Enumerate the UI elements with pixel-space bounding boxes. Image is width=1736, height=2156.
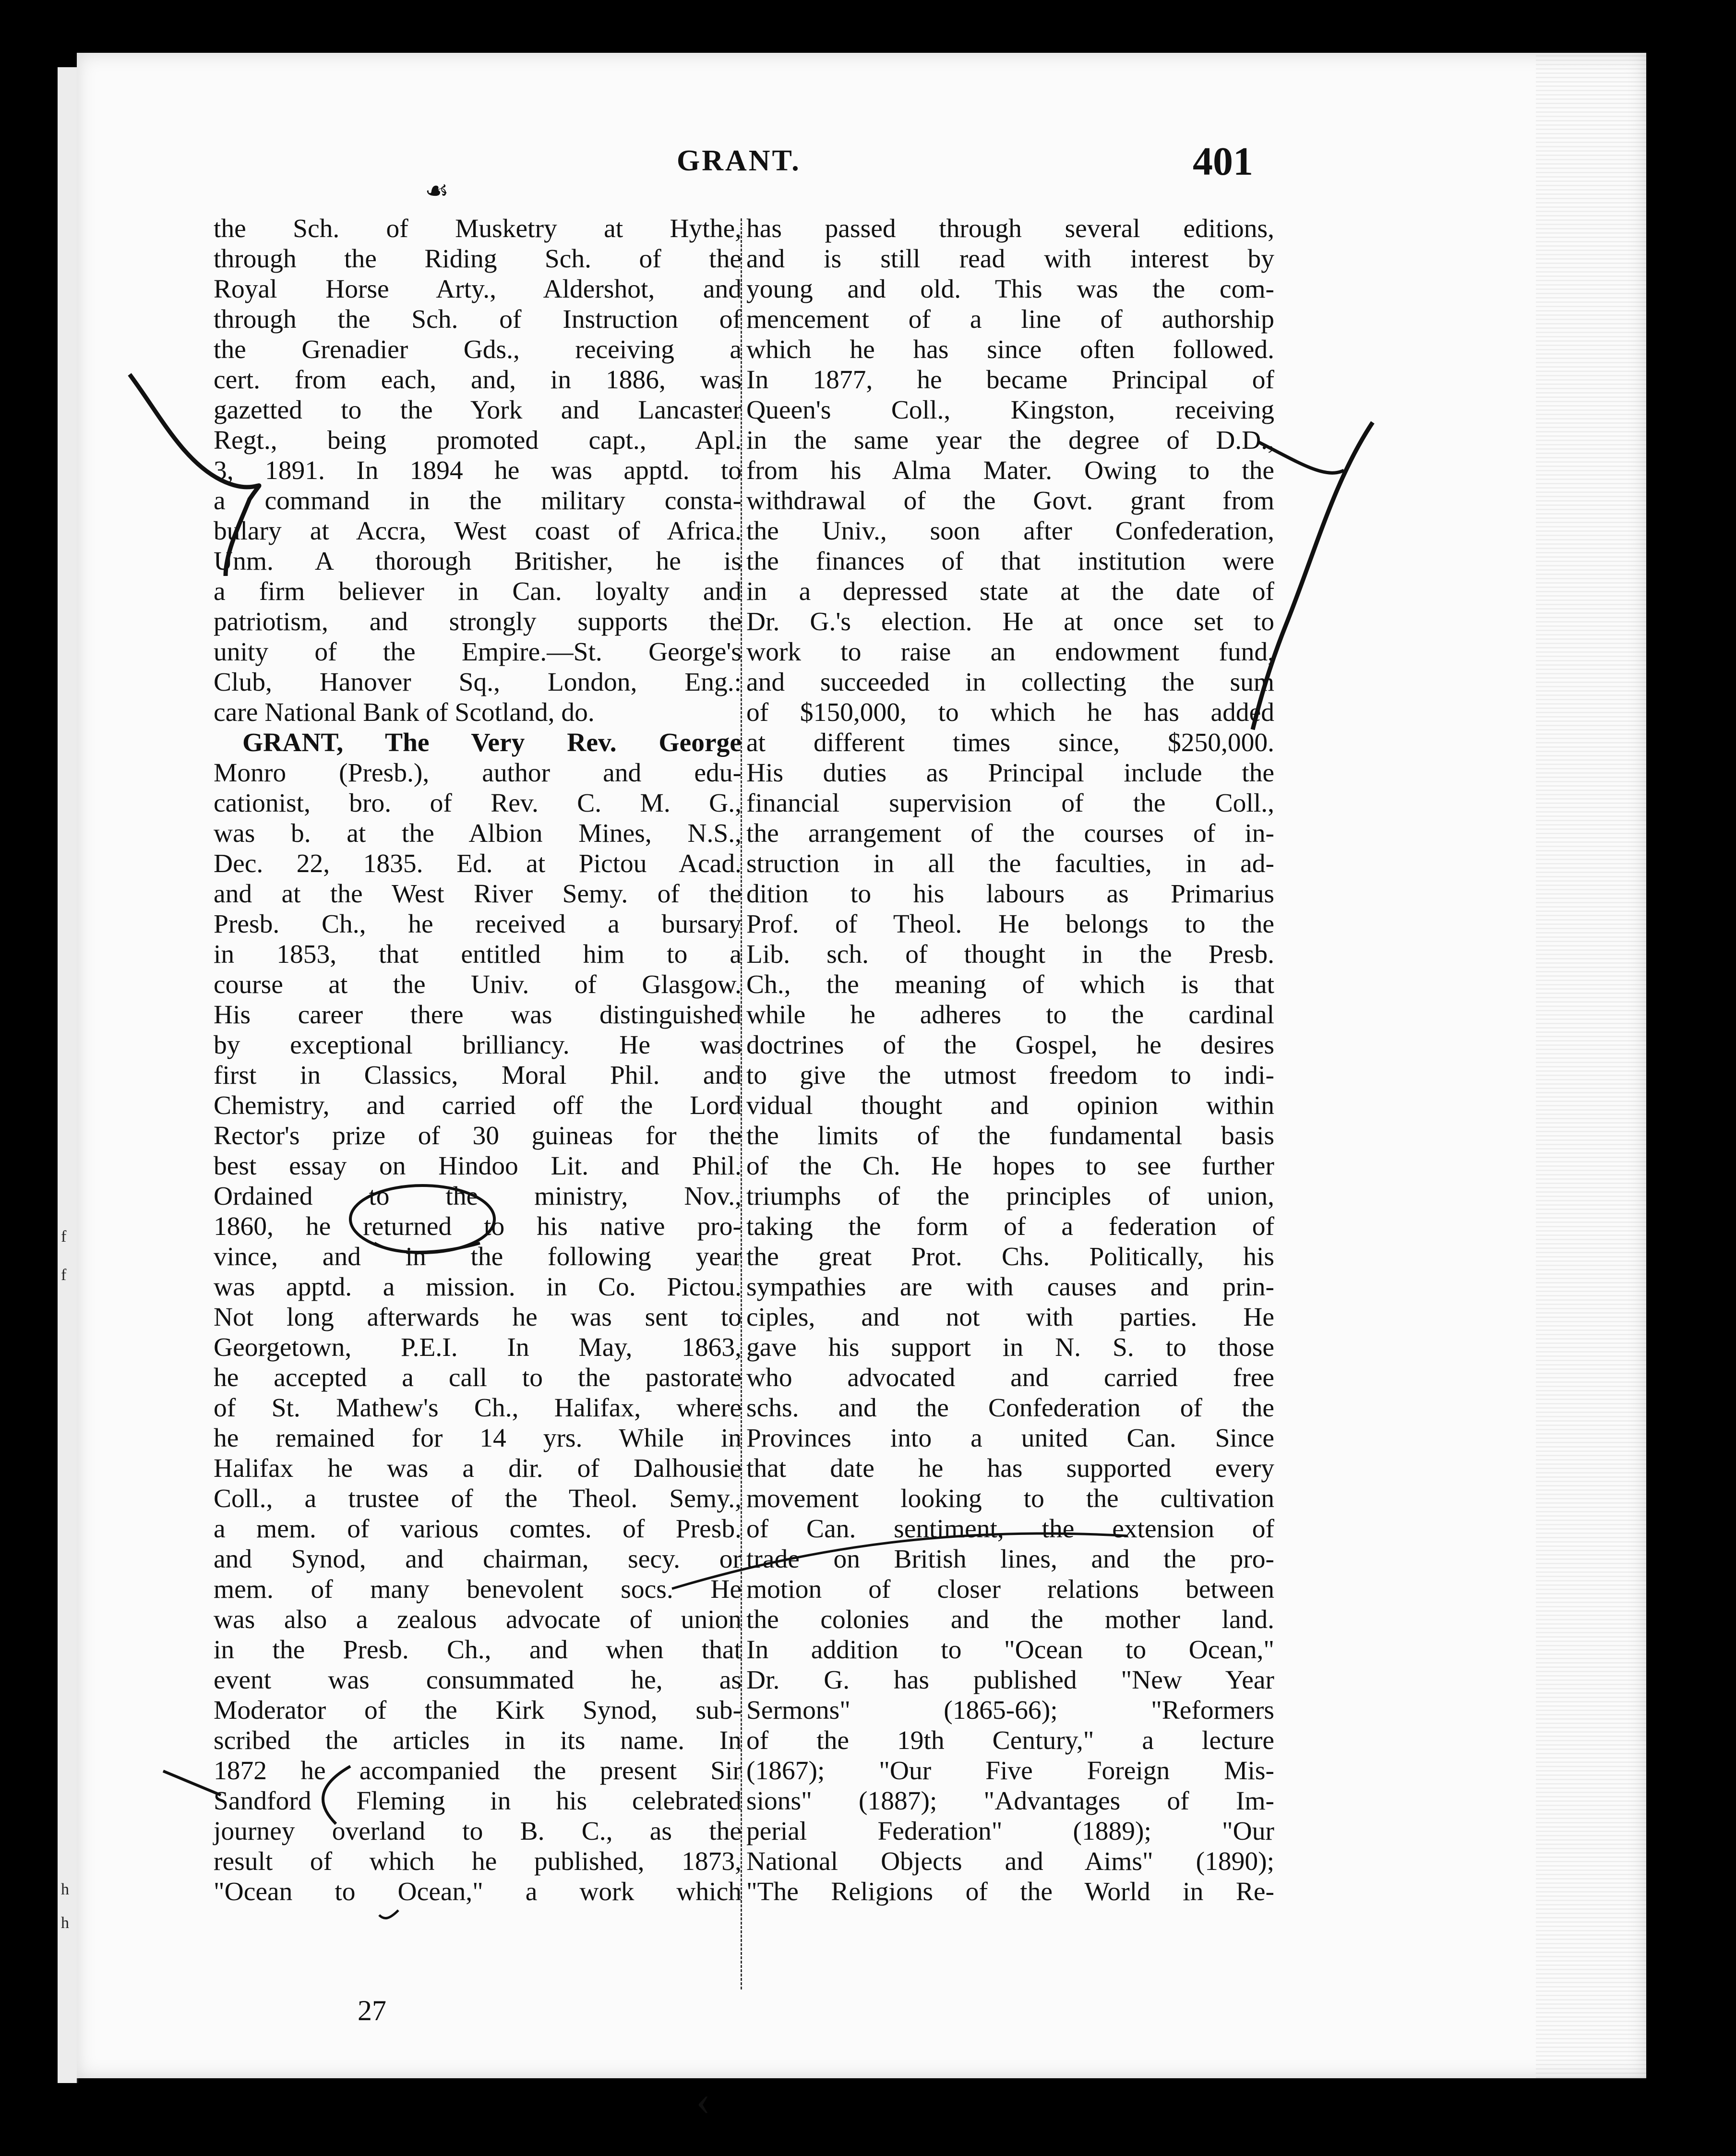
text-line: Dr. G.'s election. He at once set to (746, 607, 1274, 636)
text-line: unity of the Empire.—St. George's (214, 637, 742, 667)
text-line: the limits of the fundamental basis (746, 1121, 1274, 1150)
text-line: taking the form of a federation of (746, 1212, 1274, 1241)
text-line: His duties as Principal include the (746, 758, 1274, 788)
text-line: Moderator of the Kirk Synod, sub- (214, 1696, 742, 1725)
text-line: Halifax he was a dir. of Dalhousie (214, 1454, 742, 1483)
text-line: and at the West River Semy. of the (214, 879, 742, 909)
text-line: 1872 he accompanied the present Sir (214, 1756, 742, 1785)
text-line: "The Religions of the World in Re- (746, 1877, 1274, 1906)
text-line: was also a zealous advocate of union (214, 1605, 742, 1634)
book-page (77, 53, 1646, 2124)
text-line: gave his support in N. S. to those (746, 1333, 1274, 1362)
ornament-icon: ☙ (425, 176, 449, 206)
text-line: In addition to "Ocean to Ocean," (746, 1635, 1274, 1665)
text-line: cert. from each, and, in 1886, was (214, 365, 742, 395)
text-line: Dec. 22, 1835. Ed. at Pictou Acad. (214, 849, 742, 878)
text-line: mencement of a line of authorship (746, 305, 1274, 334)
text-line: at different times since, $250,000. (746, 728, 1274, 757)
text-line: vidual thought and opinion within (746, 1091, 1274, 1120)
text-line: he remained for 14 yrs. While in (214, 1424, 742, 1453)
text-line: trade on British lines, and the pro- (746, 1545, 1274, 1574)
text-line: sympathies are with causes and prin- (746, 1272, 1274, 1302)
text-line: Prof. of Theol. He belongs to the (746, 910, 1274, 939)
text-line: Provinces into a united Can. Since (746, 1424, 1274, 1453)
text-line: of $150,000, to which he has added (746, 698, 1274, 727)
text-line: Presb. Ch., he received a bursary (214, 910, 742, 939)
text-line: Ordained to the ministry, Nov., (214, 1182, 742, 1211)
facing-page-strip (58, 67, 78, 2083)
text-line: care National Bank of Scotland, do. (214, 698, 595, 727)
text-line: the great Prot. Chs. Politically, his (746, 1242, 1274, 1271)
text-line: Queen's Coll., Kingston, receiving (746, 395, 1274, 425)
text-line: course at the Univ. of Glasgow. (214, 970, 742, 999)
handwritten-bracket: ‹ (696, 2077, 710, 2124)
text-line: withdrawal of the Govt. grant from (746, 486, 1274, 515)
text-line: the Sch. of Musketry at Hythe, (214, 214, 742, 243)
text-line: GRANT, The Very Rev. George (242, 728, 742, 757)
text-line: struction in all the faculties, in ad- (746, 849, 1274, 878)
text-line: doctrines of the Gospel, he desires (746, 1030, 1274, 1060)
text-line: financial supervision of the Coll., (746, 789, 1274, 818)
text-line: Monro (Presb.), author and edu- (214, 758, 742, 788)
text-line: and Synod, and chairman, secy. or (214, 1545, 742, 1574)
text-line: who advocated and carried free (746, 1363, 1274, 1392)
text-line: that date he has supported every (746, 1454, 1274, 1483)
text-line: of the 19th Century," a lecture (746, 1726, 1274, 1755)
text-line: event was consummated he, as (214, 1665, 742, 1695)
text-line: by exceptional brilliancy. He was (214, 1030, 742, 1060)
left-column (214, 214, 742, 1907)
page-header (77, 139, 1646, 206)
text-line: in a depressed state at the date of (746, 577, 1274, 606)
page-number: 401 (1193, 139, 1253, 184)
text-line: Georgetown, P.E.I. In May, 1863, (214, 1333, 742, 1362)
running-head: GRANT. (677, 144, 801, 177)
text-line: the Univ., soon after Confederation, (746, 516, 1274, 546)
text-line: "Ocean to Ocean," a work which (214, 1877, 742, 1906)
text-line: motion of closer relations between (746, 1575, 1274, 1604)
text-line: Royal Horse Arty., Aldershot, and (214, 275, 742, 304)
text-line: the finances of that institution were (746, 547, 1274, 576)
text-line: bulary at Accra, West coast of Africa. (214, 516, 742, 546)
text-line: Chemistry, and carried off the Lord (214, 1091, 742, 1120)
text-line: Dr. G. has published "New Year (746, 1665, 1274, 1695)
text-line: young and old. This was the com- (746, 275, 1274, 304)
right-column (746, 214, 1274, 1907)
text-line: journey overland to B. C., as the (214, 1817, 742, 1846)
facing-page-fragment: h (61, 1914, 69, 1932)
facing-page-fragment: f (61, 1266, 67, 1284)
text-line: sions" (1887); "Advantages of Im- (746, 1786, 1274, 1816)
text-line: In 1877, he became Principal of (746, 365, 1274, 395)
text-line: His career there was distinguished (214, 1000, 742, 1030)
text-line: Rector's prize of 30 guineas for the (214, 1121, 742, 1150)
text-line: in the Presb. Ch., and when that (214, 1635, 742, 1665)
text-line: perial Federation" (1889); "Our (746, 1817, 1274, 1846)
text-line: a mem. of various comtes. of Presb. (214, 1514, 742, 1544)
text-line: of Can. sentiment, the extension of (746, 1514, 1274, 1544)
text-line: the colonies and the mother land. (746, 1605, 1274, 1634)
text-line: the arrangement of the courses of in- (746, 819, 1274, 848)
text-line: to give the utmost freedom to indi- (746, 1061, 1274, 1090)
text-line: (1867); "Our Five Foreign Mis- (746, 1756, 1274, 1785)
text-line: through the Sch. of Instruction of (214, 305, 742, 334)
text-line: while he adheres to the cardinal (746, 1000, 1274, 1030)
column-divider (741, 218, 742, 1989)
text-line: which he has since often followed. (746, 335, 1274, 364)
text-line: Sandford Fleming in his celebrated (214, 1786, 742, 1816)
text-line: Lib. sch. of thought in the Presb. (746, 940, 1274, 969)
text-line: mem. of many benevolent socs. He (214, 1575, 742, 1604)
text-line: of St. Mathew's Ch., Halifax, where (214, 1393, 742, 1423)
text-line: Ch., the meaning of which is that (746, 970, 1274, 999)
text-line: Regt., being promoted capt., Apl. (214, 426, 742, 455)
text-line: a command in the military consta- (214, 486, 742, 515)
text-line: cationist, bro. of Rev. C. M. G., (214, 789, 742, 818)
text-line: Unm. A thorough Britisher, he is (214, 547, 742, 576)
text-line: Coll., a trustee of the Theol. Semy., (214, 1484, 742, 1513)
text-line: vince, and in the following year (214, 1242, 742, 1271)
text-line: work to raise an endowment fund, (746, 637, 1274, 667)
text-line: schs. and the Confederation of the (746, 1393, 1274, 1423)
text-line: Not long afterwards he was sent to (214, 1303, 742, 1332)
text-line: Sermons" (1865-66); "Reformers (746, 1696, 1274, 1725)
text-line: and succeeded in collecting the sum (746, 668, 1274, 697)
text-line: 3, 1891. In 1894 he was apptd. to (214, 456, 742, 485)
text-line: in the same year the degree of D.D., (746, 426, 1274, 455)
text-line: 1860, he returned to his native pro- (214, 1212, 742, 1241)
text-line: has passed through several editions, (746, 214, 1274, 243)
text-line: from his Alma Mater. Owing to the (746, 456, 1274, 485)
text-line: gazetted to the York and Lancaster (214, 395, 742, 425)
text-line: Club, Hanover Sq., London, Eng.: (214, 668, 742, 697)
text-line: a firm believer in Can. loyalty and (214, 577, 742, 606)
text-line: result of which he published, 1873, (214, 1847, 742, 1876)
text-line: was apptd. a mission. in Co. Pictou. (214, 1272, 742, 1302)
text-line: in 1853, that entitled him to a (214, 940, 742, 969)
text-line: movement looking to the cultivation (746, 1484, 1274, 1513)
text-line: National Objects and Aims" (1890); (746, 1847, 1274, 1876)
page-edge-texture (1536, 53, 1646, 2078)
text-line: dition to his labours as Primarius (746, 879, 1274, 909)
text-line: triumphs of the principles of union, (746, 1182, 1274, 1211)
text-line: the Grenadier Gds., receiving a (214, 335, 742, 364)
text-line: he accepted a call to the pastorate (214, 1363, 742, 1392)
text-line: and is still read with interest by (746, 244, 1274, 274)
text-line: patriotism, and strongly supports the (214, 607, 742, 636)
text-line: first in Classics, Moral Phil. and (214, 1061, 742, 1090)
facing-page-fragment: f (61, 1228, 67, 1246)
text-line: scribed the articles in its name. In (214, 1726, 742, 1755)
text-line: was b. at the Albion Mines, N.S., (214, 819, 742, 848)
text-line: through the Riding Sch. of the (214, 244, 742, 274)
text-line: of the Ch. He hopes to see further (746, 1151, 1274, 1181)
text-line: best essay on Hindoo Lit. and Phil. (214, 1151, 742, 1181)
facing-page-fragment: h (61, 1881, 69, 1898)
signature-mark: 27 (358, 1995, 386, 2026)
text-line: ciples, and not with parties. He (746, 1303, 1274, 1332)
